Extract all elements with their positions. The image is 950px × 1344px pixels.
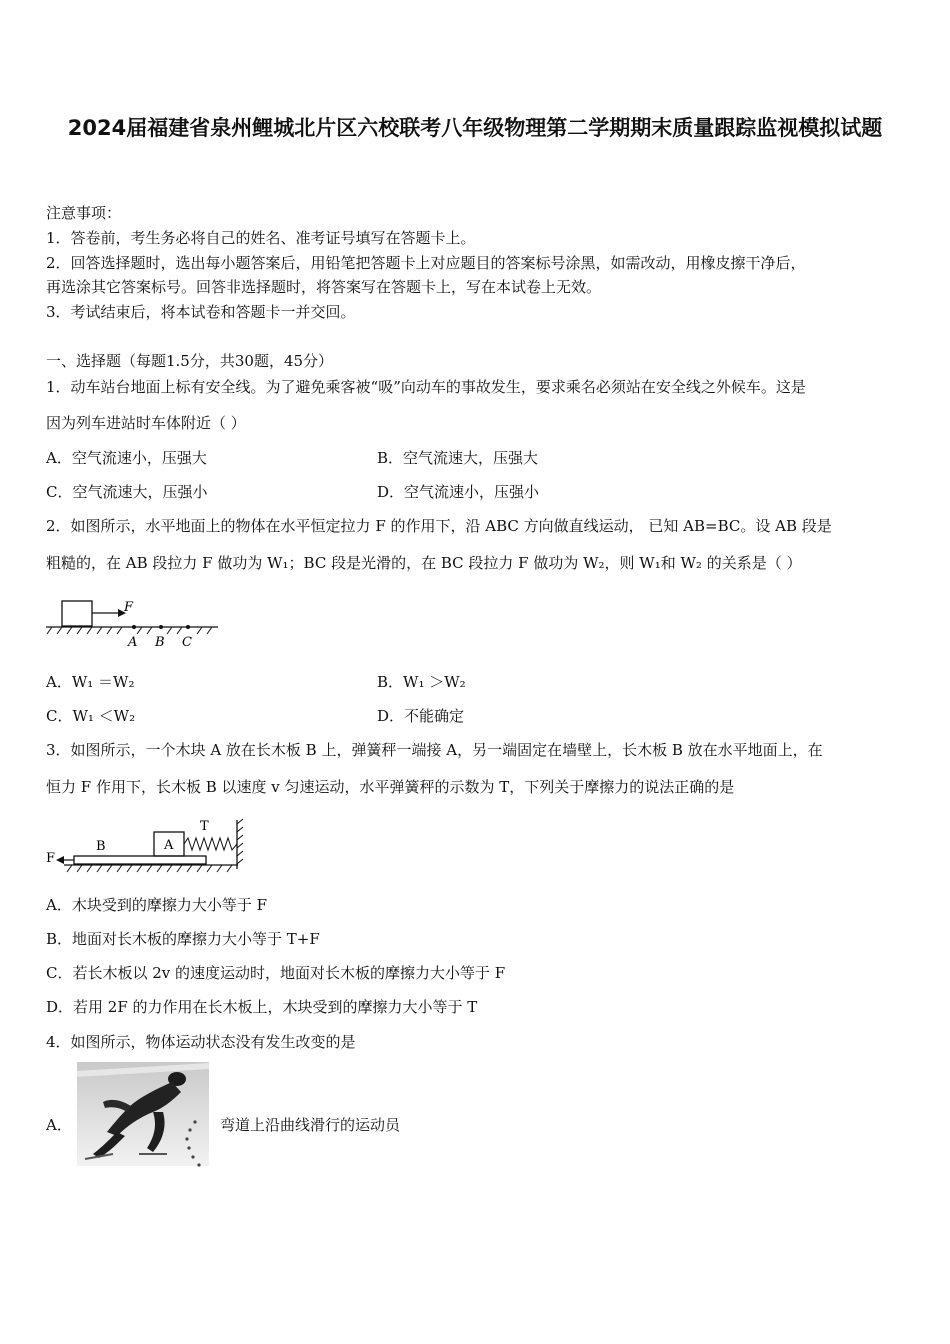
q3-option-d: D．若用 2F 的力作用在长木板上，木块受到的摩擦力大小等于 T [46, 998, 478, 1016]
spring-scale [184, 838, 237, 850]
q2-option-b: B．W₁ ＞W₂ [377, 673, 466, 691]
q3-option-a: A．木块受到的摩擦力大小等于 F [46, 896, 268, 914]
section-heading: 一、选择题（每题1.5分，共30题，45分） [46, 352, 334, 370]
q2-option-a: A．W₁ ＝W₂ [46, 673, 135, 691]
q1-stem: 因为列车进站时车体附近（ ） [46, 414, 246, 432]
q2-option-c: C．W₁ ＜W₂ [46, 707, 136, 725]
notice-item: 3．考试结束后，将本试卷和答题卡一并交回。 [46, 303, 356, 321]
ground-hatch [67, 865, 232, 872]
board-b-label: B [96, 839, 106, 854]
q1-option-d: D．空气流速小，压强小 [377, 483, 540, 501]
q4-option-a-label: A． [46, 1116, 72, 1134]
point-c-label: C [182, 635, 192, 650]
point-b-label: B [155, 635, 165, 650]
q3-figure [44, 814, 248, 878]
q2-stem: 2．如图所示，水平地面上的物体在水平恒定拉力 F 的作用下，沿 ABC 方向做直线运动， 已知 AB=BC。设 AB 段是 [46, 517, 832, 535]
point-a [132, 625, 136, 629]
force-label: F [46, 851, 56, 866]
q2-stem: 粗糙的，在 AB 段拉力 F 做功为 W₁；BC 段是光滑的，在 BC 段拉力 F 做功为 W₂，则 W₁和 W₂ 的关系是（ ） [46, 554, 802, 572]
point-c [186, 625, 190, 629]
q1-option-b: B．空气流速大，压强大 [377, 449, 539, 467]
block-a-label: A [164, 838, 174, 853]
force-arrowhead [56, 856, 64, 864]
tension-label: T [200, 819, 209, 834]
page-title: 2024届福建省泉州鲤城北片区六校联考八年级物理第二学期期末质量跟踪监视模拟试题 [67, 116, 883, 140]
q3-option-c: C．若长木板以 2v 的速度运动时，地面对长木板的摩擦力大小等于 F [46, 964, 506, 982]
q3-stem: 3．如图所示，一个木块 A 放在长木板 B 上，弹簧秤一端接 A，另一端固定在墙壁上，长木板 B 放在水平地面上，在 [46, 741, 823, 759]
q3-option-b: B．地面对长木板的摩擦力大小等于 T+F [46, 930, 320, 948]
speed-skater-image [77, 1062, 213, 1172]
wall-hatch [237, 819, 243, 864]
q1-stem: 1．动车站台地面上标有安全线。为了避免乘客被“吸”向动车的事故发生，要求乘名必须站在安全线之外候车。这是 [46, 378, 806, 396]
notice-item: 1．答卷前，考生务必将自己的姓名、准考证号填写在答题卡上。 [46, 229, 476, 247]
board-b [74, 856, 206, 864]
notice-heading: 注意事项： [46, 204, 122, 222]
notice-item: 2．回答选择题时，选出每小题答案后，用铅笔把答题卡上对应题目的答案标号涂黑，如需改动，用橡皮擦干净后， [46, 254, 806, 272]
q4-stem: 4．如图所示，物体运动状态没有发生改变的是 [46, 1033, 356, 1051]
force-label: F [124, 600, 134, 615]
point-a-label: A [128, 635, 138, 650]
object-block [62, 601, 92, 626]
notice-item: 再选涂其它答案标号。回答非选择题时，将答案写在答题卡上，写在本试卷上无效。 [46, 278, 602, 296]
q4-option-a-text: 弯道上沿曲线滑行的运动员 [220, 1116, 401, 1134]
q2-option-d: D．不能确定 [377, 707, 465, 725]
q1-option-a: A．空气流速小，压强大 [46, 449, 207, 467]
q2-figure [44, 598, 220, 652]
q3-stem: 恒力 F 作用下，长木板 B 以速度 v 匀速运动，水平弹簧秤的示数为 T，下列关于摩擦力的说法正确的是 [46, 778, 735, 796]
point-b [159, 625, 163, 629]
q1-option-c: C．空气流速大，压强小 [46, 483, 208, 501]
